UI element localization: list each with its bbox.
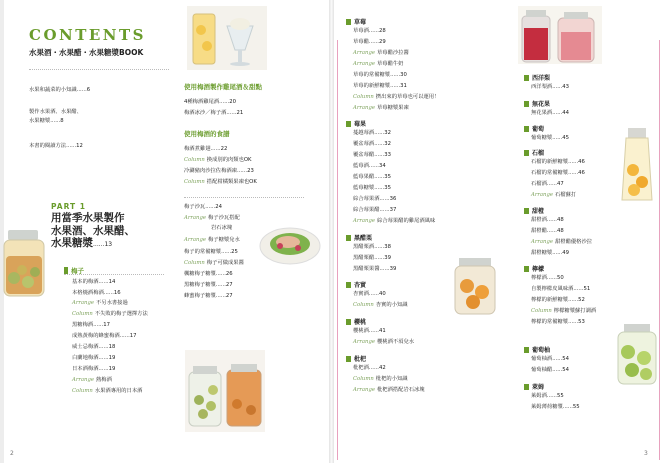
berry-jars-photo [518,6,602,64]
toc-entry[interactable]: 葡萄柚醋......54 [531,367,570,373]
page-number: 2 [10,450,14,457]
section-label: 莓果 [354,121,367,128]
toc-entry[interactable]: 葡萄糖漿......45 [531,135,570,141]
toc-entry[interactable]: 水果糖漿......8 [29,118,64,124]
toc-entry[interactable]: 藍莓果醋......35 [353,174,392,180]
toc-entry[interactable]: 石榴酒......47 [531,181,564,187]
entry-text: 櫻桃酒不須兌水 [376,339,415,345]
toc-entry[interactable]: 石榴的常備糖漿......46 [531,170,585,176]
section-label: 萊姆 [532,384,545,391]
toc-entry[interactable] [353,104,409,113]
section-marker [346,282,351,288]
section-marker [524,75,529,81]
toc-entry[interactable]: 綜合莓果酒......36 [353,196,397,202]
toc-entry[interactable]: 覆盆莓醋......33 [353,152,392,158]
entry-text: 換成別的肉類也OK [206,157,252,163]
column-label: Column [72,311,93,317]
section-heading-berry [346,119,366,128]
toc-entry[interactable]: 萊姆薄荷糖漿......55 [531,404,580,410]
jars-photo [185,350,265,432]
section-label: 葡萄 [532,126,545,133]
section-marker [524,101,529,107]
toc-entry[interactable] [353,301,408,310]
entry-text: 枇杷的小知識 [375,376,408,382]
section-heading-fig [524,99,550,108]
toc-entry[interactable]: 自製檸檬皮風味酒......51 [531,286,591,292]
section-heading-recipes: 使用梅酒的食譜 [184,130,230,138]
section-heading-loquat [346,354,366,363]
toc-entry[interactable] [353,386,425,395]
toc-entry[interactable]: 白蘭地梅酒......19 [72,355,116,361]
entry-text: 梅子沙瓦搭配 [207,215,240,221]
column-label: Column [184,157,205,163]
toc-entry[interactable]: 萊姆酒......55 [531,393,564,399]
section-marker [524,126,529,132]
toc-entry[interactable] [353,49,409,58]
entry-text: 枇杷酒搭配岩石冰塊 [376,387,425,393]
arrange-label: Arrange [184,237,206,243]
toc-entry[interactable]: 梅酒冰沙／梅子酒......21 [184,110,244,116]
toc-entry[interactable] [531,307,596,316]
arrange-label: Arrange [531,239,553,245]
toc-entry[interactable]: 檸檬的新鮮糖漿......52 [531,297,585,303]
arrange-label: Arrange [184,215,206,221]
entry-text: 石榴蘇打 [554,192,577,198]
toc-entry[interactable]: 冷涮豬肉沙拉佐梅酒凍......23 [184,168,254,174]
toc-entry[interactable]: 日本酒梅酒......19 [72,366,116,372]
toc-entry[interactable]: 草莓的常備糖漿......30 [353,72,407,78]
arrange-label: Arrange [353,50,375,56]
toc-entry[interactable]: 檸檬的常備糖漿......53 [531,319,585,325]
orange-jar-photo [616,126,658,204]
toc-entry[interactable]: 杏實酒......40 [353,291,386,297]
section-marker [346,235,351,241]
toc-entry[interactable]: 成熟黃梅的蜂蜜梅酒......17 [72,333,137,339]
toc-entry[interactable]: 藍莓酒......34 [353,163,386,169]
book-subtitle: 水果酒・水果醋・水果糖漿BOOK [29,48,144,57]
toc-entry[interactable]: 本格燒酒梅酒......16 [72,290,121,296]
toc-entry[interactable]: 草莓酒......28 [353,28,386,34]
salad-photo [258,222,322,266]
left-page [0,0,329,463]
section-heading-cocktail: 使用梅酒製作雞尾酒＆甜點 [184,83,262,91]
entry-text: 梅子可做成果醬 [206,260,244,266]
right-page [334,0,663,463]
page-rule [659,40,660,460]
section-label: 櫻桃 [354,319,367,326]
section-heading-lemon [524,264,544,273]
toc-entry[interactable]: 無花果酒......44 [531,110,570,116]
section-heading-strawberry [346,17,366,26]
section-marker [346,319,351,325]
entry-text: 熱梅酒 [95,377,112,383]
toc-entry[interactable] [531,238,592,247]
part-title[interactable] [51,212,135,252]
section-label: 甜橙 [532,208,545,215]
entry-text: 甜橙醋優格沙拉 [554,239,593,245]
toc-entry[interactable]: 草莓醋......29 [353,39,386,45]
part-label: PART 1 [51,202,86,211]
toc-entry[interactable] [72,299,128,308]
section-marker [346,19,351,25]
column-label: Column [72,388,93,394]
divider [184,197,304,198]
toc-entry[interactable]: 製作水果酒、水果醋、 [29,109,82,115]
entry-text: 綜合莓果醋的雞尾酒風味 [376,218,436,224]
toc-entry[interactable]: 本書的閱讀方法......12 [29,143,83,149]
toc-entry[interactable]: 甜橙醋......48 [531,228,564,234]
part-title-line: 水果酒、水果醋、 [51,224,135,237]
entry-text: 不失敗的梅子選擇方法 [94,311,148,317]
apricot-jar-photo [451,256,499,316]
section-label: 西洋梨 [532,75,551,82]
section-heading-blackcurrant [346,233,372,242]
arrange-label: Arrange [353,105,375,111]
section-label: 枇杷 [354,356,367,363]
column-label: Column [353,302,374,308]
section-heading-apricot [346,280,366,289]
toc-entry[interactable]: 梅子沙瓦......24 [184,204,223,210]
page-number: ......13 [93,241,113,248]
entry-text: 杏實的小知識 [375,302,408,308]
toc-entry[interactable]: 藍莓糖漿......35 [353,185,392,191]
section-label: 草莓 [354,19,367,26]
arrange-label: Arrange [353,61,375,67]
section-marker [524,208,529,214]
section-heading-pomegranate [524,148,544,157]
toc-entry[interactable]: 甜橙糖漿......49 [531,250,570,256]
contents-title: CONTENTS [29,26,147,44]
entry-text: 不另水書接過 [95,300,128,306]
entry-text: 梅子糖漿兌水 [207,237,240,243]
toc-entry[interactable]: 西洋梨酒......43 [531,84,570,90]
section-marker [346,356,351,362]
column-label: Column [184,260,205,266]
toc-entry[interactable] [184,156,252,165]
section-heading-grape [524,124,544,133]
toc-entry[interactable]: 蔓越莓酒......32 [353,130,392,136]
toc-entry[interactable] [72,376,112,385]
entry-text: 草莓糖漿果凍 [376,105,409,111]
arrange-label: Arrange [353,218,375,224]
toc-entry[interactable]: 蜂蜜梅子糖漿......27 [184,293,233,299]
toc-entry[interactable] [184,178,257,187]
toc-entry[interactable]: 甜橙酒......48 [531,217,564,223]
entry-text: 搭配柑橘類果凍也OK [206,179,257,185]
toc-entry[interactable]: 石榴的新鮮糖漿......46 [531,159,585,165]
toc-entry[interactable]: 枇杷酒......42 [353,365,386,371]
column-label: Column [184,179,205,185]
part-title-line: 用當季水果製作 [51,212,125,224]
section-marker [524,150,529,156]
toc-entry[interactable] [531,191,576,200]
toc-entry[interactable] [184,259,244,268]
column-label: Column [353,376,374,382]
section-marker [524,384,529,390]
section-marker [524,347,529,353]
toc-entry[interactable]: 黑糖梅酒......17 [72,322,111,328]
toc-entry[interactable] [184,236,240,245]
section-heading-grapefruit [524,345,550,354]
arrange-label: Arrange [72,300,94,306]
section-label: 黑醋栗 [354,235,373,242]
entry-text: 擠出來的草莓也可以運用！ [375,94,440,100]
section-marker [524,266,529,272]
toc-entry[interactable]: 威士忌梅酒......18 [72,344,116,350]
toc-entry[interactable]: 葡萄柚酒......54 [531,356,570,362]
section-label: 梅子 [71,267,84,275]
section-label: 檸檬 [532,266,545,273]
toc-entry[interactable]: 岩石冰塊 [211,225,233,231]
toc-entry[interactable]: 黑醋栗酒......38 [353,244,392,250]
cocktail-photo [187,6,267,70]
toc-entry[interactable] [72,310,148,319]
entry-text: 草莓醋沙拉醬 [376,50,409,56]
arrange-label: Arrange [353,339,375,345]
toc-entry[interactable]: 櫻桃酒......41 [353,328,386,334]
toc-entry[interactable]: 黑醋栗醋......39 [353,255,392,261]
column-label: Column [531,308,552,314]
toc-entry[interactable]: 檸檬酒......50 [531,275,564,281]
toc-entry[interactable]: 黑糖梅子糖漿......27 [184,282,233,288]
section-marker [346,121,351,127]
arrange-label: Arrange [353,387,375,393]
entry-text: 檸檬糖漿蘇打調酒 [553,308,597,314]
toc-entry[interactable] [353,217,435,226]
toc-entry[interactable]: 4種梅酒雞尾酒......20 [184,99,236,105]
arrange-label: Arrange [72,377,94,383]
section-label: 杏實 [354,282,367,289]
toc-entry[interactable]: 黑醋栗果醬......39 [353,266,397,272]
section-marker [64,267,68,274]
toc-entry[interactable]: 綜合莓果醋......37 [353,207,397,213]
lime-jar-photo [614,322,660,386]
section-heading-orange [524,206,544,215]
toc-entry[interactable]: 基本的梅酒......14 [72,279,116,285]
toc-entry[interactable] [353,93,439,102]
section-heading-lime [524,382,544,391]
page-rule [337,40,338,460]
part-title-line: 水果糖漿 [51,237,93,249]
column-label: Column [353,94,374,100]
page-number: 3 [644,450,648,457]
section-label: 葡萄柚 [532,347,551,354]
toc-entry[interactable] [353,338,414,347]
section-heading-pear [524,73,550,82]
divider [29,69,169,70]
jar-photo [2,226,48,298]
section-heading-cherry [346,317,366,326]
toc-entry[interactable]: 草莓的新鮮糖漿......31 [353,83,407,89]
section-label: 石榴 [532,150,545,157]
toc-entry[interactable] [353,375,408,384]
entry-text: 水果酒專用的日本酒 [94,388,143,394]
toc-entry[interactable]: 梅酒煮雞翅......22 [184,146,228,152]
toc-entry[interactable]: 梅子的常備糖漿......25 [184,249,238,255]
entry-text: 草莓醋牛奶 [376,61,404,67]
toc-entry[interactable]: 覆盆莓酒......32 [353,141,392,147]
toc-entry[interactable] [184,214,240,223]
toc-entry[interactable] [72,387,142,396]
arrange-label: Arrange [531,192,553,198]
section-label: 無花果 [532,101,551,108]
toc-entry[interactable] [353,60,403,69]
toc-entry[interactable]: 水果和蔬菜的小知識......6 [29,87,91,93]
divider [64,274,164,275]
toc-entry[interactable]: 楓糖梅子糖漿......26 [184,271,233,277]
